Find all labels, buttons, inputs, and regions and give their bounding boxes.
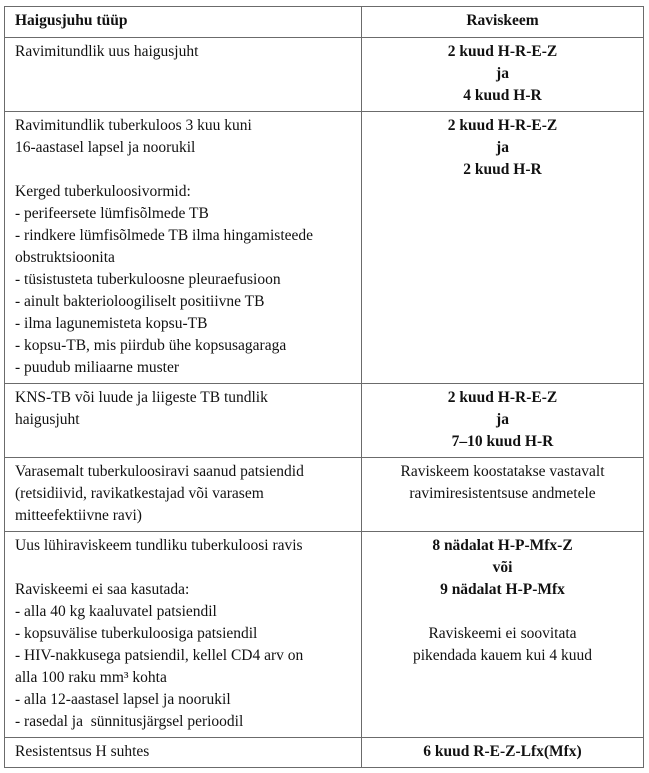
regimen-line: 8 nädalat H-P-Mfx-Z [432,537,573,554]
header-regimen: Raviskeem [362,7,644,38]
disease-type-line: KNS-TB või luude ja liigeste TB tundlik [15,389,268,406]
disease-type-line: - rindkere lümfisõlmede TB ilma hingamisteede [15,227,314,244]
regimen-line: 7–10 kuud H-R [451,433,554,450]
regimen-line: 2 kuud H-R-E-Z [447,117,558,134]
disease-type-line: (retsidiivid, ravikatkestajad või varasem [15,485,264,502]
disease-type-line: Ravimitundlik tuberkuloos 3 kuu kuni [15,117,252,134]
regimen-line: 9 nädalat H-P-Mfx [440,581,565,598]
regimen-line: 2 kuud H-R-E-Z [447,389,558,406]
regimen-cell [362,458,644,532]
table-row [5,458,644,532]
table-header-row [5,7,644,38]
disease-type-cell [5,458,362,532]
disease-type-line: - puudub miliaarne muster [15,359,179,376]
table-row [5,38,644,112]
regimen-cell [362,112,644,384]
regimen-line: 2 kuud H-R [463,161,542,178]
disease-type-cell [5,38,362,112]
disease-type-cell [5,532,362,738]
regimen-line: ja [496,139,509,156]
regimen-line: 4 kuud H-R [463,87,542,104]
regimen-line: Raviskeem koostatakse vastavalt [400,463,605,480]
disease-type-line: - tüsistusteta tuberkuloosne pleuraefusioon [15,271,281,288]
disease-type-line: - HIV-nakkusega patsiendil, kellel CD4 arv on [15,647,304,664]
table-row [5,532,644,738]
header-disease-type: Haigusjuhu tüüp [5,7,362,38]
disease-type-line: haigusjuht [15,411,80,428]
table-row [5,384,644,458]
disease-type-line: obstruktsioonita [15,249,115,266]
disease-type-line: Varasemalt tuberkuloosiravi saanud patsiendid [15,463,304,480]
regimen-line: ravimiresistentsuse andmetele [409,485,596,502]
regimen-line: pikendada kauem kui 4 kuud [412,647,593,664]
regimen-cell [362,738,644,768]
treatment-regimen-table [4,6,644,768]
spacer [372,601,633,623]
disease-type-cell [5,738,362,768]
disease-type-line: - kopsu-TB, mis piirdub ühe kopsusagaraga [15,337,287,354]
disease-type-line: - perifeersete lümfisõlmede TB [15,205,209,222]
disease-type-line: Resistentsus H suhtes [15,743,150,760]
table-body [5,38,644,768]
disease-type-cell [5,112,362,384]
disease-type-line: - alla 12-aastasel lapsel ja noorukil [15,691,231,708]
disease-type-line: - ainult bakterioloogiliselt positiivne TB [15,293,265,310]
regimen-line: ja [496,411,509,428]
disease-type-line: - alla 40 kg kaaluvatel patsiendil [15,603,217,620]
regimen-cell [362,38,644,112]
regimen-line: Raviskeemi ei soovitata [428,625,577,642]
table-row [5,738,644,768]
disease-type-line: Kerged tuberkuloosivormid: [15,183,191,200]
table-row [5,112,644,384]
disease-type-line: Raviskeemi ei saa kasutada: [15,581,190,598]
regimen-line: 6 kuud R-E-Z-Lfx(Mfx) [423,743,582,760]
regimen-line: 2 kuud H-R-E-Z [447,43,558,60]
regimen-cell [362,532,644,738]
disease-type-line: 16-aastasel lapsel ja noorukil [15,139,196,156]
regimen-line: või [492,559,513,576]
disease-type-line: Ravimitundlik uus haigusjuht [15,43,199,60]
spacer [15,159,351,181]
disease-type-line: - rasedal ja sünnitusjärgsel perioodil [15,713,244,730]
regimen-cell [362,384,644,458]
disease-type-cell [5,384,362,458]
regimen-line: ja [496,65,509,82]
disease-type-line: - kopsuvälise tuberkuloosiga patsiendil [15,625,258,642]
disease-type-line: alla 100 raku mm³ kohta [15,669,167,686]
disease-type-line: Uus lühiraviskeem tundliku tuberkuloosi ravis [15,537,303,554]
disease-type-line: - ilma lagunemisteta kopsu-TB [15,315,208,332]
spacer [15,557,351,579]
disease-type-line: mitteefektiivne ravi) [15,507,142,524]
